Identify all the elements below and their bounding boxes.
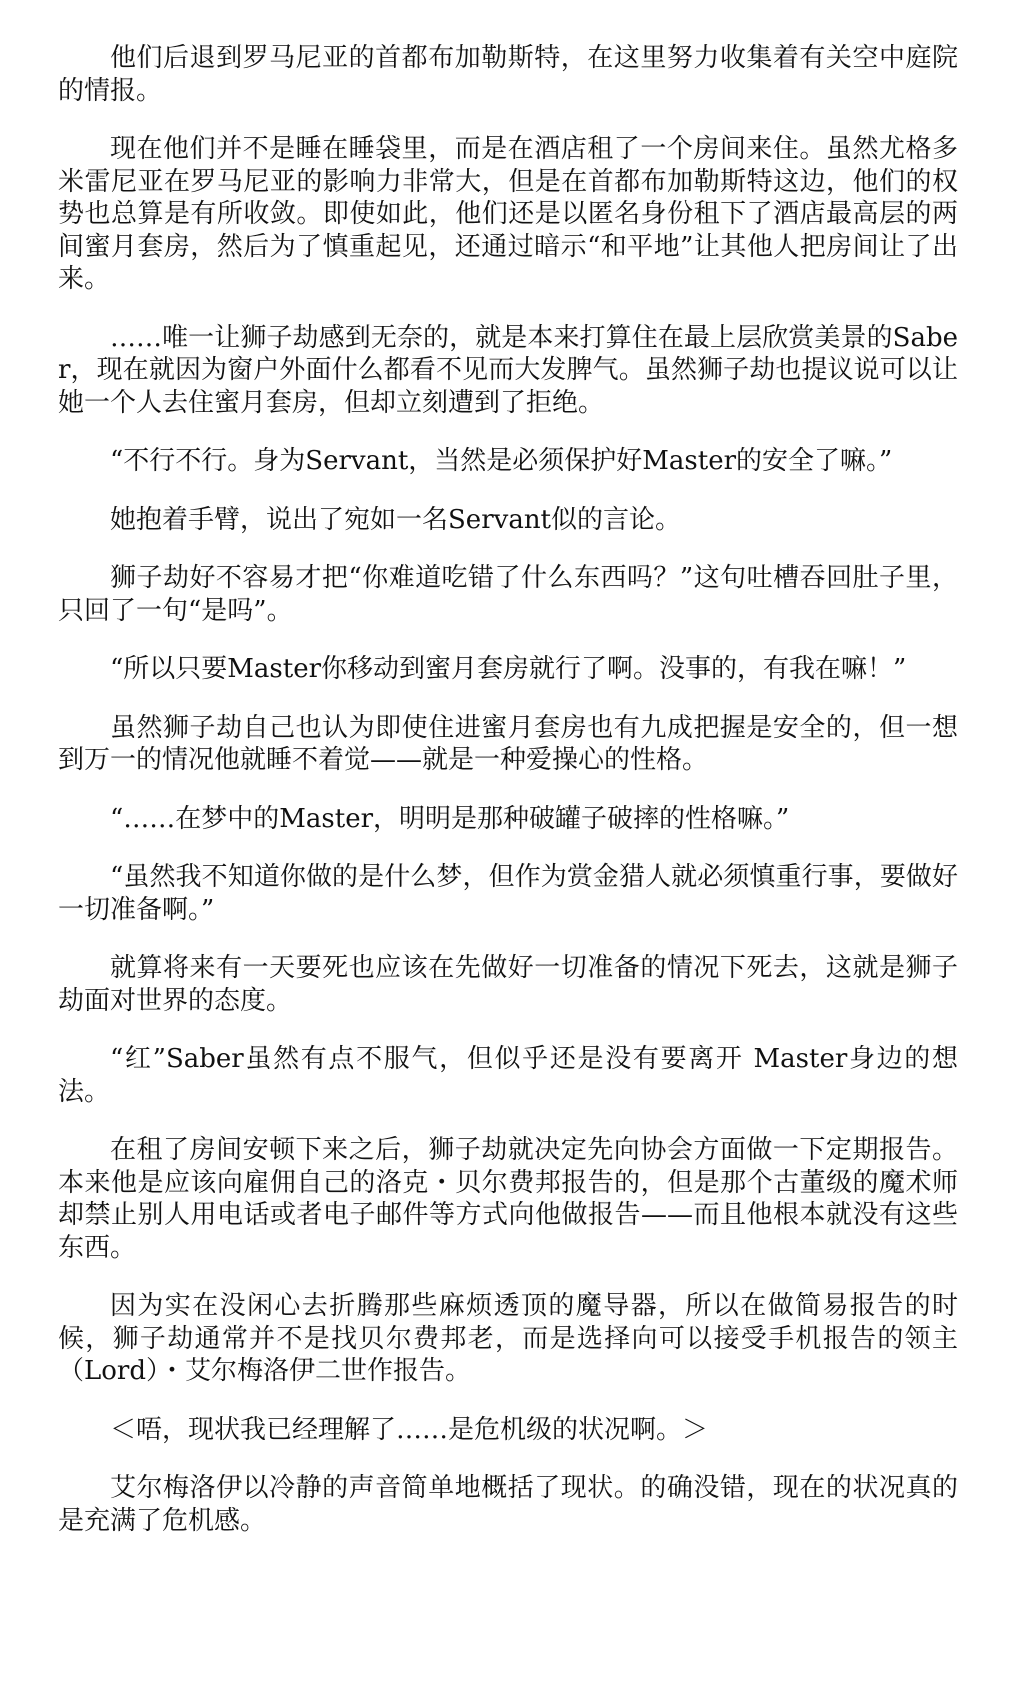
paragraph: 他们后退到罗马尼亚的首都布加勒斯特，在这里努力收集着有关空中庭院的情报。 (58, 43, 958, 106)
paragraph: “虽然我不知道你做的是什么梦，但作为赏金猎人就必须慎重行事，要做好一切准备啊。” (58, 862, 958, 925)
paragraph: “所以只要Master你移动到蜜月套房就行了啊。没事的，有我在嘛！” (110, 654, 907, 684)
paragraph: 艾尔梅洛伊以冷静的声音简单地概括了现状。的确没错，现在的状况真的是充满了危机感。 (58, 1473, 958, 1536)
paragraph: “红”Saber虽然有点不服气，但似乎还是没有要离开 Master身边的想法。 (58, 1044, 958, 1107)
paragraph: 因为实在没闲心去折腾那些麻烦透顶的魔导器，所以在做简易报告的时候，狮子劫通常并不是找贝尔费邦老，而是选择向可以接受手机报告的领主（Lord）・艾尔梅洛伊二世作报告。 (58, 1291, 958, 1386)
paragraph: “……在梦中的Master，明明是那种破罐子破摔的性格嘛。” (110, 803, 790, 834)
document-page (58, 42, 958, 1563)
paragraph: 她抱着手臂，说出了宛如一名Servant似的言论。 (110, 504, 682, 535)
paragraph: 狮子劫好不容易才把“你难道吃错了什么东西吗？”这句吐槽吞回肚子里，只回了一句“是吗”。 (58, 563, 958, 626)
paragraph: ……唯一让狮子劫感到无奈的，就是本来打算住在最上层欣赏美景的Saber，现在就因为窗户外面什么都看不见而大发脾气。虽然狮子劫也提议说可以让她一个人去住蜜月套房，但却立刻遭到了拒绝。 (58, 322, 958, 418)
paragraph: 就算将来有一天要死也应该在先做好一切准备的情况下死去，这就是狮子劫面对世界的态度。 (58, 953, 958, 1016)
paragraph: “不行不行。身为Servant，当然是必须保护好Master的安全了嘛。” (110, 446, 893, 476)
paragraph: 虽然狮子劫自己也认为即使住进蜜月套房也有九成把握是安全的，但一想到万一的情况他就睡不着觉——就是一种爱操心的性格。 (58, 712, 958, 775)
paragraph: 现在他们并不是睡在睡袋里，而是在酒店租了一个房间来住。虽然尤格多米雷尼亚在罗马尼亚的影响力非常大，但是在首都布加勒斯特这边，他们的权势也总算是有所收敛。即使如此，他们还是以匿名身份租下了酒店最高层的两间蜜月套房，然后为了慎重起见，还通过暗示“和平地”让其他人把房间让了出来。 (58, 134, 958, 294)
paragraph: 在租了房间安顿下来之后，狮子劫就决定先向协会方面做一下定期报告。本来他是应该向雇佣自己的洛克・贝尔费邦报告的，但是那个古董级的魔术师却禁止别人用电话或者电子邮件等方式向他做报告——而且他根本就没有这些东西。 (58, 1135, 958, 1263)
paragraph: ＜唔，现状我已经理解了……是危机级的状况啊。＞ (110, 1414, 709, 1445)
